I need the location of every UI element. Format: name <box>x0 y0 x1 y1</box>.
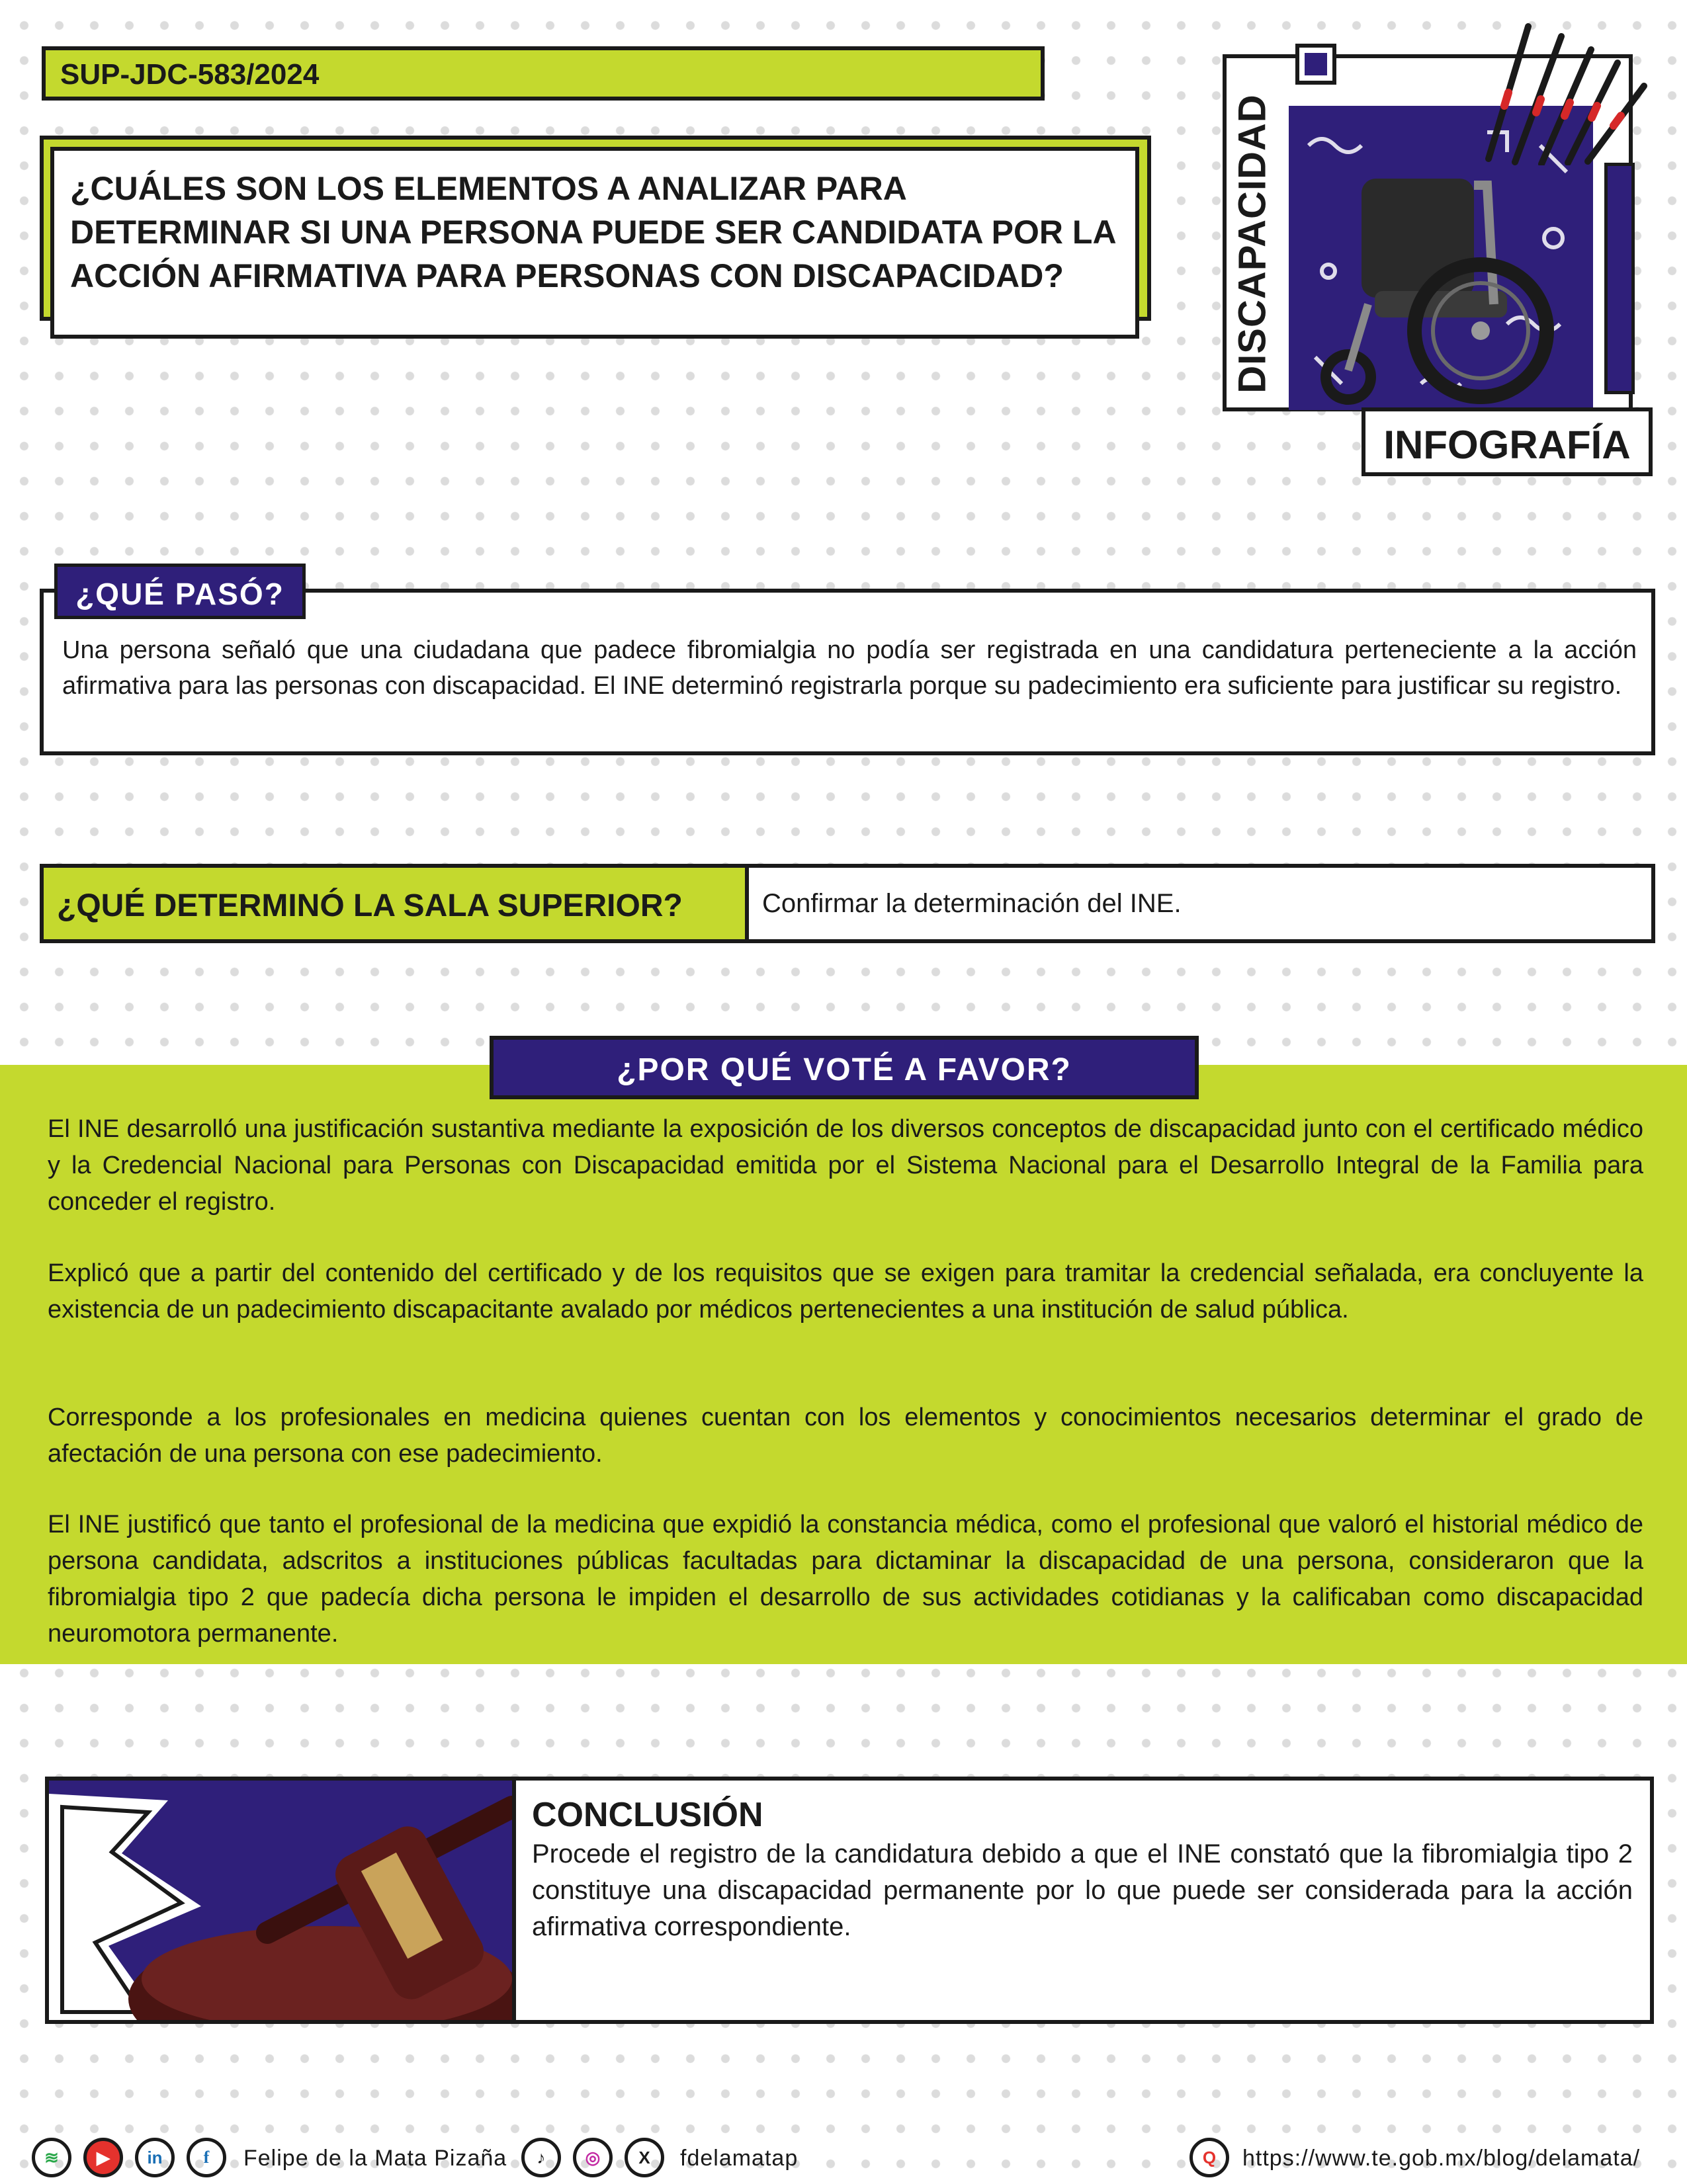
spotify-icon[interactable]: ≋ <box>32 2138 71 2177</box>
gavel-icon <box>49 1781 512 2020</box>
badge-square-inner <box>1305 53 1327 75</box>
badge-tag <box>1362 407 1653 476</box>
white-canes-icon <box>1475 13 1661 165</box>
por-que-paragraph: Explicó que a partir del contenido del certificado y de los requisitos que se exigen para tramitar la credencial señalada, era concluyente la existencia de un padecimiento discapacitante avalado por médicos pertenecientes a una institución de salud pública. <box>48 1259 1643 1323</box>
footer-handle: fdelamatap <box>680 2146 799 2171</box>
por-que-section <box>0 1065 1687 1664</box>
case-id: SUP-JDC-583/2024 <box>60 58 320 91</box>
que-paso-title: ¿QUÉ PASÓ? <box>75 577 284 611</box>
tiktok-icon[interactable]: ♪ <box>521 2138 561 2177</box>
main-question: ¿CUÁLES SON LOS ELEMENTOS A ANALIZAR PARA DETERMINAR SI UNA PERSONA PUEDE SER CANDIDATA POR LA ACCIÓN AFIRMATIVA PARA PERSONAS CON DISCAPACIDAD? <box>70 170 1115 294</box>
instagram-icon[interactable]: ◎ <box>573 2138 613 2177</box>
footer-name: Felipe de la Mata Pizaña <box>243 2146 507 2171</box>
que-paso-label <box>54 564 306 619</box>
por-que-label <box>490 1036 1199 1099</box>
sala-superior-text: Confirmar la determinación del INE. <box>762 889 1182 918</box>
sala-superior-title: ¿QUÉ DETERMINÓ LA SALA SUPERIOR? <box>57 888 683 923</box>
youtube-icon[interactable]: ▶ <box>83 2138 123 2177</box>
conclusion-box <box>45 1777 1654 2024</box>
sala-superior-box <box>40 864 1655 943</box>
por-que-paragraph: Corresponde a los profesionales en medicina quienes cuentan con los elementos y conocimientos necesarios determinar el grado de afectación de una persona con ese padecimiento. <box>48 1404 1643 1468</box>
conclusion-text: Procede el registro de la candidatura debido a que el INE constató que la fibromialgia tipo 2 constituye una discapacidad permanente por lo que puede ser considerada para la acción afirmativa correspondiente. <box>532 1839 1633 1941</box>
search-icon[interactable]: Q <box>1190 2138 1229 2177</box>
case-id-bar <box>42 46 1045 101</box>
sala-superior-label <box>44 868 749 939</box>
footer-url-link[interactable]: https://www.te.gob.mx/blog/delamata/ <box>1242 2146 1641 2171</box>
badge-vertical-label <box>1223 93 1279 403</box>
gavel-illustration <box>49 1781 516 2020</box>
footer <box>32 2138 1659 2184</box>
question-box <box>50 147 1139 339</box>
badge-bar <box>1604 163 1635 394</box>
por-que-paragraph: El INE justificó que tanto el profesional de la medicina que expidió la constancia médica, como el profesional que valoró el historial médico de persona candidata, adscritos a instituciones públicas facultadas para dictaminar la discapacidad de una persona, consideraron que la fibromialgia tipo 2 que padecía dicha persona le impiden el desarrollo de sus actividades cotidianas y la calificaban como discapacidad neuromotora permanente. <box>48 1511 1643 1648</box>
linkedin-icon[interactable]: in <box>135 2138 175 2177</box>
por-que-paragraph: El INE desarrolló una justificación sustantiva mediante la exposición de los diversos conceptos de discapacidad junto con el certificado médico y la Credencial Nacional para Personas con Discapacidad emitida por el Sistema Nacional para el Desarrollo Integral de la Familia para conceder el registro. <box>48 1115 1643 1216</box>
x-icon[interactable]: X <box>625 2138 664 2177</box>
por-que-title: ¿POR QUÉ VOTÉ A FAVOR? <box>617 1052 1072 1087</box>
que-paso-text: Una persona señaló que una ciudadana que padece fibromialgia no podía ser registrada en una candidatura perteneciente a la acción afirmativa para las personas con discapacidad. El INE determinó registrarla porque su padecimiento era suficiente para justificar su registro. <box>62 636 1637 700</box>
conclusion-title: CONCLUSIÓN <box>532 1796 763 1834</box>
badge-tag-text: INFOGRAFÍA <box>1383 423 1631 467</box>
badge-vertical-text: DISCAPACIDAD <box>1231 94 1274 394</box>
badge-square <box>1295 44 1336 85</box>
facebook-icon[interactable]: f <box>187 2138 226 2177</box>
